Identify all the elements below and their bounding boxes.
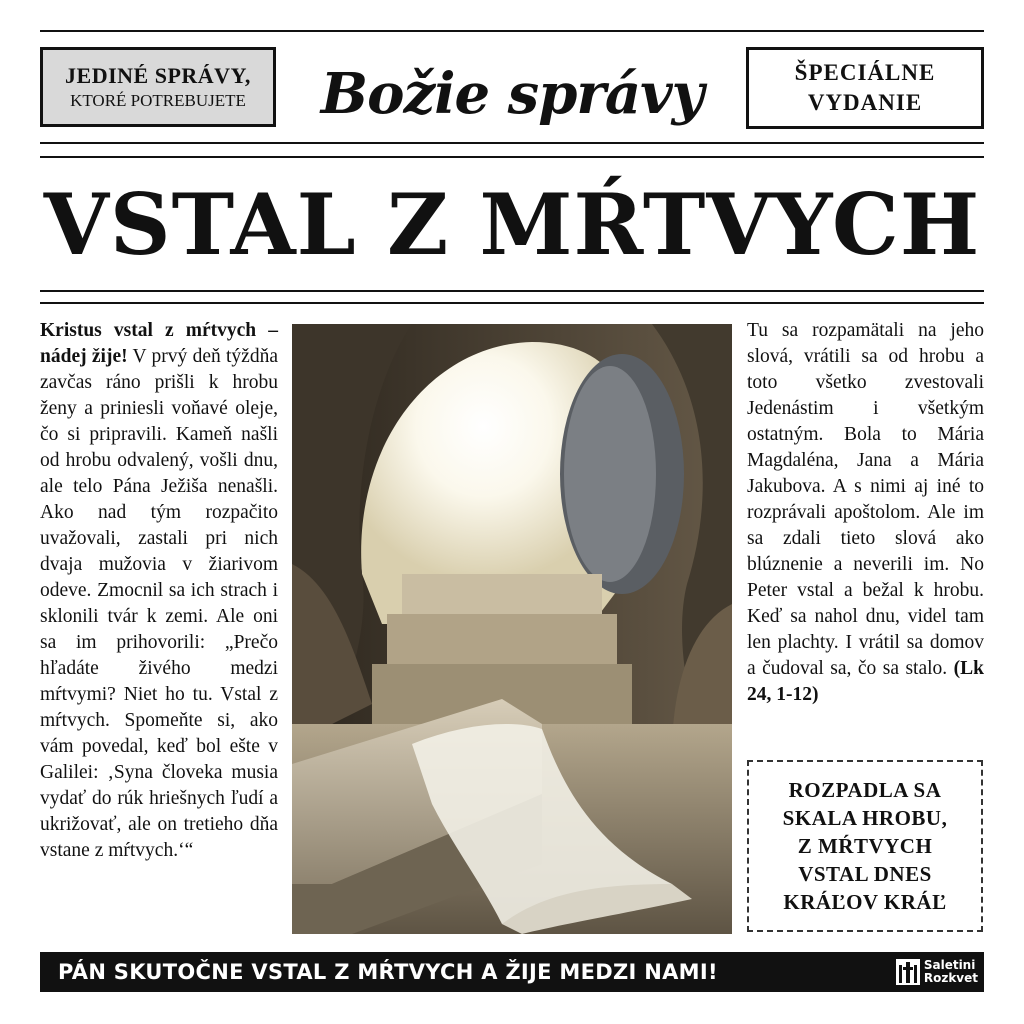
logo-line-2: Rozkvet (923, 971, 978, 985)
article-citation: (Lk 24, 1-12) (747, 658, 984, 705)
article-left-text: V prvý deň týždňa zavčas ráno prišli k hrobu ženy a priniesli voňavé oleje, čo si pripravili. Kameň našli od hrobu odvalený, vošli dnu, ale telo Pána Ježiša nenašli. Ako nad tým rozpačito uvažovali, zastali pri nich dvaja mužovia v žiarivom odeve. Zmocnil sa ich strach i sklonili tvár k zemi. Ale oni sa im prihovorili: „Prečo hľadáte živého medzi mŕtvymi? Niet ho tu. Vstal z mŕtvych. Spomeňte si, ako vám povedal, keď bol ešte v Galilei: ‚Syna človeka musia vydať do rúk hriešnych ľudí a ukrižovať, ale on tretieho dňa vstane z mŕtvych.‘“ (40, 346, 278, 861)
tagline-box (40, 47, 276, 127)
edition-line-2: VYDANIE (807, 90, 923, 115)
quote-line: SKALA HROBU, (782, 806, 948, 830)
quote-line: Z MŔTVYCH (797, 834, 933, 858)
header-rule-2 (40, 156, 984, 158)
quote-line: ROZPADLA SA (788, 778, 942, 802)
article-right-text: Tu sa rozpamätali na jeho slová, vrátili sa od hrobu a toto všetko zvestovali Jedenástim i všetkým ostatným. Bola to Mária Magdaléna, Jana a Mária Jakubova. A s nimi aj iné to rozprávali apoštolom. Ale im sa zdali tieto slová ako blúznenie a neverili im. No Peter vstal a bežal k hrobu. Keď sa nahol dnu, videl tam len plachty. I vrátil sa domov a čudoval sa, čo sa stalo. (747, 320, 984, 679)
saletini-logo-icon (896, 959, 920, 985)
headline-rule-1 (40, 290, 984, 292)
article-right-column (747, 318, 984, 708)
footer-text: PÁN SKUTOČNE VSTAL Z MŔTVYCH A ŽIJE MEDZI NAMI! (58, 960, 718, 984)
logo-line-1: Saletini (923, 958, 976, 972)
quote-box (747, 760, 983, 932)
headline: VSTAL Z MŔTVYCH (43, 175, 981, 274)
header-rule-1 (40, 142, 984, 144)
headline-rule-2 (40, 302, 984, 304)
article-left-column (40, 318, 278, 864)
footer-banner (40, 952, 984, 992)
tagline-line-2: KTORÉ POTREBUJETE (70, 91, 246, 110)
empty-tomb-icon (292, 324, 732, 934)
top-rule (40, 30, 984, 32)
article-lead: Kristus vstal z mŕtvych – nádej žije! (40, 320, 278, 367)
edition-line-1: ŠPECIÁLNE (794, 60, 936, 85)
tagline-line-1: JEDINÉ SPRÁVY, (65, 63, 251, 88)
saletini-logo (896, 959, 978, 985)
empty-tomb-image (292, 324, 732, 934)
quote-line: VSTAL DNES (798, 862, 932, 886)
masthead-title: Božie správy (320, 61, 704, 127)
quote-line: KRÁĽOV KRÁĽ (783, 890, 947, 914)
edition-box (746, 47, 984, 129)
